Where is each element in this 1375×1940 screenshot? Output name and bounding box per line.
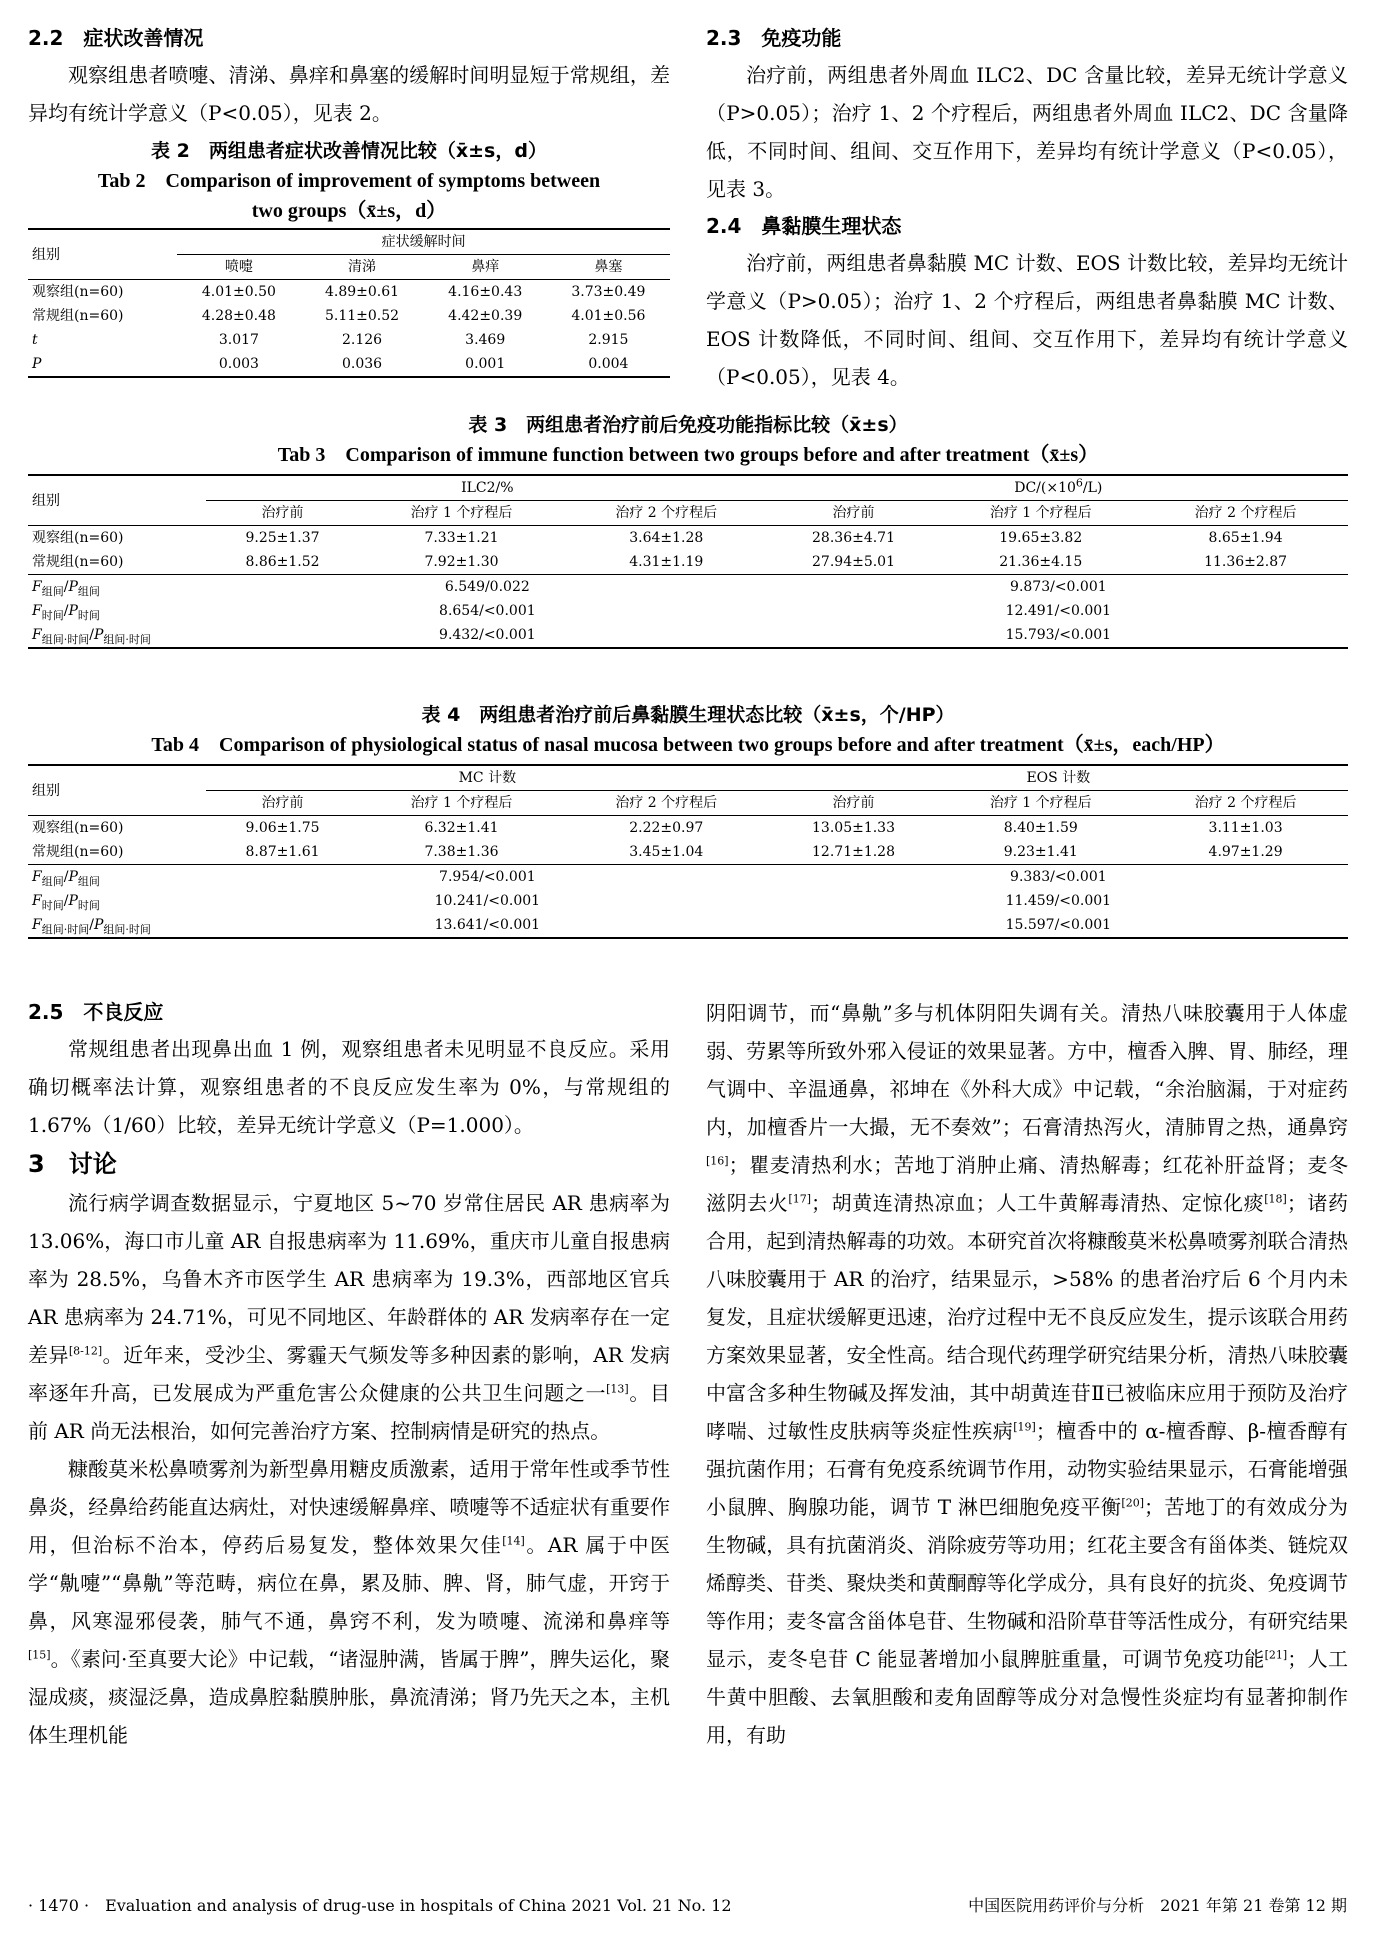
- table3-col-header: 治疗前: [769, 501, 939, 526]
- section-2-5-paragraph: 常规组患者出现鼻出血 1 例，观察组患者未见明显不良反应。采用确切概率法计算，观察组患者的不良反应发生率为 0%，与常规组的 1.67%（1/60）比较，差异无统计学意义（P=1.000）。: [28, 1037, 670, 1137]
- cell: 13.05±1.33: [812, 820, 895, 836]
- cell: 19.65±3.82: [999, 530, 1083, 546]
- footer-left: · 1470 · Evaluation and analysis of drug-use in hospitals of China 2021 Vol. 21 No. 12: [28, 1896, 732, 1915]
- table3-caption-en: Tab 3 Comparison of immune function between two groups before and after treatment（x̄±s）: [277, 444, 1099, 466]
- cell: 0.036: [342, 356, 383, 372]
- section-2-3-paragraph: 治疗前，两组患者外周血 ILC2、DC 含量比较，差异无统计学意义（P>0.05）；治疗 1、2 个疗程后，两组患者外周血 ILC2、DC 含量降低，不同时间、组间、交互作用下，差异均有统计学意义（P<0.05），见表 3。: [706, 63, 1348, 201]
- table3: [28, 474, 1348, 649]
- cell: 12.71±1.28: [812, 844, 895, 860]
- cell: 4.28±0.48: [201, 308, 276, 324]
- cell: 3.11±1.03: [1208, 820, 1283, 836]
- cell: 0.003: [218, 356, 259, 372]
- table3-col-header: 治疗 2 个疗程后: [1143, 501, 1348, 526]
- section-3-heading: 3 讨论: [28, 1150, 117, 1178]
- row-label: t: [32, 332, 38, 348]
- row-label: 常规组(n=60): [32, 554, 124, 570]
- cell: 3.73±0.49: [571, 284, 646, 300]
- row-label: P: [32, 356, 42, 372]
- cell: 4.42±0.39: [448, 308, 523, 324]
- table-row: [28, 865, 1348, 890]
- table2-caption-cn: 表 2 两组患者症状改善情况比较（x̄±s，d）: [151, 140, 547, 162]
- section-2-5-heading: 2.5 不良反应: [28, 1000, 164, 1024]
- table-row: [28, 840, 1348, 865]
- table-row: [28, 352, 670, 377]
- bottom-right-column: [706, 994, 1348, 1754]
- cell: 8.87±1.61: [245, 844, 320, 860]
- cell: 28.36±4.71: [812, 530, 895, 546]
- cell: 4.01±0.50: [201, 284, 276, 300]
- table3-col-header: 治疗 1 个疗程后: [359, 501, 564, 526]
- discussion-paragraph-1: 流行病学调查数据显示，宁夏地区 5~70 岁常住居民 AR 患病率为 13.06%，海口市儿童 AR 自报患病率为 11.69%，重庆市儿童自报患病率为 28.5%，乌鲁木齐市医学生 AR 患病率为 19.3%，西部地区官兵 AR 患病率为 24.71%，可见不同地区、年龄群体的 AR 发病率存在一定差异[8-12]。近年来，受沙尘、雾霾天气频发等多种因素的影响，AR 发病率逐年升高，已发展成为严重危害公众健康的公共卫生问题之一[13]。目前 AR 尚无法根治，如何完善治疗方案、控制病情是研究的热点。: [28, 1191, 671, 1443]
- table4-col-header: 治疗 2 个疗程后: [1143, 791, 1348, 816]
- table4-col-header: 治疗 1 个疗程后: [359, 791, 564, 816]
- stat-label: $F_{组间\cdot 时间}/P_{组间\cdot 时间}$: [32, 917, 151, 936]
- table-row: [28, 599, 1348, 623]
- table-row: [28, 526, 1348, 551]
- table-row: [28, 623, 1348, 648]
- cell: 6.549/0.022: [206, 575, 769, 600]
- table3-col-group: 组别: [28, 475, 206, 526]
- cell: 9.383/<0.001: [769, 865, 1348, 890]
- cell: 13.641/<0.001: [434, 917, 541, 933]
- table4-span-eos: EOS 计数: [769, 765, 1348, 791]
- cell: 7.33±1.21: [424, 530, 499, 546]
- table-row: [28, 328, 670, 352]
- table3-block: [28, 410, 1348, 649]
- table2-col-header: 喷嚏: [177, 255, 300, 280]
- cell: 8.65±1.94: [1208, 530, 1283, 546]
- cell: 9.06±1.75: [245, 820, 320, 836]
- cell: 15.597/<0.001: [1005, 917, 1112, 933]
- top-left-column: [28, 20, 670, 378]
- table-row: [28, 304, 670, 328]
- table4-span-mc: MC 计数: [206, 765, 769, 791]
- cell: 3.64±1.28: [629, 530, 704, 546]
- cell: 21.36±4.15: [999, 554, 1083, 570]
- table4-col-header: 治疗 1 个疗程后: [938, 791, 1143, 816]
- row-label: 观察组(n=60): [32, 284, 124, 300]
- table4-caption-en: Tab 4 Comparison of physiological status of nasal mucosa between two groups before and after treatment（x̄±s，each/HP）: [151, 734, 1225, 756]
- table2-col-header: 鼻塞: [547, 255, 670, 280]
- cell: 12.491/<0.001: [1005, 603, 1112, 619]
- table3-col-header: 治疗 2 个疗程后: [564, 501, 769, 526]
- table-row: [28, 816, 1348, 841]
- cell: 9.25±1.37: [245, 530, 320, 546]
- table3-caption-cn: 表 3 两组患者治疗前后免疫功能指标比较（x̄±s）: [468, 414, 908, 436]
- top-right-column: [706, 20, 1348, 396]
- table2-col-header: 清涕: [300, 255, 423, 280]
- table3-span-dc: $DC/(\times 10^6/L)$: [769, 475, 1348, 501]
- cell: 0.004: [588, 356, 629, 372]
- cell: 4.97±1.29: [1208, 844, 1283, 860]
- table-row: [28, 913, 1348, 938]
- cell: 8.654/<0.001: [439, 603, 536, 619]
- cell: 11.36±2.87: [1204, 554, 1288, 570]
- footer-right: 中国医院用药评价与分析 2021 年第 21 卷第 12 期: [968, 1896, 1347, 1915]
- cell: 8.40±1.59: [1003, 820, 1078, 836]
- table4: [28, 764, 1348, 939]
- table4-block: [28, 700, 1348, 939]
- table2: [28, 228, 670, 378]
- table3-col-header: 治疗前: [206, 501, 359, 526]
- table3-col-header: 治疗 1 个疗程后: [938, 501, 1143, 526]
- stat-label: $F_{组间}/P_{组间}$: [28, 575, 206, 600]
- table-row: [28, 575, 1348, 600]
- discussion-paragraph-3: 阴阳调节，而“鼻鼽”多与机体阴阳失调有关。清热八味胶囊用于人体虚弱、劳累等所致外邪入侵证的效果显著。方中，檀香入脾、胃、肺经，理气调中、辛温通鼻，祁坤在《外科大成》中记载，“余治脑漏，于对症药内，加檀香片一大撮，无不奏效”；石膏清热泻火，清肺胃之热，通鼻窍[16]；瞿麦清热利水；苦地丁消肿止痛、清热解毒；红花补肝益肾；麦冬滋阴去火[17]；胡黄连清热凉血；人工牛黄解毒清热、定惊化痰[18]；诸药合用，起到清热解毒的功效。本研究首次将糠酸莫米松鼻喷雾剂联合清热八味胶囊用于 AR 的治疗，结果显示，>58% 的患者治疗后 6 个月内未复发，且症状缓解更迅速，治疗过程中无不良反应发生，提示该联合用药方案效果显著，安全性高。结合现代药理学研究结果分析，清热八味胶囊中富含多种生物碱及挥发油，其中胡黄连苷Ⅱ已被临床应用于预防及治疗哮喘、过敏性皮肤病等炎症性疾病[19]；檀香中的 α-檀香醇、β-檀香醇有强抗菌作用；石膏有免疫系统调节作用，动物实验结果显示，石膏能增强小鼠脾、胸腺功能，调节 T 淋巴细胞免疫平衡[20]；苦地丁的有效成分为生物碱，具有抗菌消炎、消除疲劳等功用；红花主要含有甾体类、链烷双烯醇类、苷类、聚炔类和黄酮醇等化学成分，具有良好的抗炎、免疫调节等作用；麦冬富含甾体皂苷、生物碱和沿阶草苷等活性成分，有研究结果显示，麦冬皂苷 C 能显著增加小鼠脾脏重量，可调节免疫功能[21]；人工牛黄中胆酸、去氧胆酸和麦角固醇等成分对急慢性炎症均有显著抑制作用，有助: [706, 1001, 1349, 1747]
- section-2-3-heading: 2.3 免疫功能: [706, 26, 842, 50]
- cell: 4.16±0.43: [448, 284, 523, 300]
- section-2-2-paragraph: 观察组患者喷嚏、清涕、鼻痒和鼻塞的缓解时间明显短于常规组，差异均有统计学意义（P<0.05），见表 2。: [28, 63, 670, 125]
- row-label: 常规组(n=60): [32, 844, 124, 860]
- row-label: 常规组(n=60): [32, 308, 124, 324]
- stat-label: $F_{组间\cdot 时间}/P_{组间\cdot 时间}$: [32, 627, 151, 646]
- section-2-4-paragraph: 治疗前，两组患者鼻黏膜 MC 计数、EOS 计数比较，差异均无统计学意义（P>0.05）；治疗 1、2 个疗程后，两组患者鼻黏膜 MC 计数、EOS 计数降低，不同时间、组间、交互作用下，差异均有统计学意义（P<0.05），见表 4。: [706, 251, 1348, 389]
- cell: 7.954/<0.001: [206, 865, 769, 890]
- cell: 3.469: [465, 332, 506, 348]
- table2-caption-en-line1: Tab 2 Comparison of improvement of symptoms between: [97, 170, 601, 192]
- section-2-2-heading: 2.2 症状改善情况: [28, 26, 204, 50]
- table-row: [28, 280, 670, 305]
- table-row: [28, 889, 1348, 913]
- cell: 3.017: [218, 332, 259, 348]
- cell: 4.31±1.19: [629, 554, 704, 570]
- cell: 7.92±1.30: [424, 554, 499, 570]
- row-label: 观察组(n=60): [32, 530, 124, 546]
- table-row: [28, 550, 1348, 575]
- cell: 9.432/<0.001: [439, 627, 536, 643]
- row-label: 观察组(n=60): [32, 820, 124, 836]
- cell: 6.32±1.41: [424, 820, 499, 836]
- cell: 10.241/<0.001: [434, 893, 541, 909]
- cell: 2.915: [588, 332, 629, 348]
- table2-span-header: 症状缓解时间: [177, 229, 670, 255]
- table4-col-header: 治疗 2 个疗程后: [564, 791, 769, 816]
- cell: 4.01±0.56: [571, 308, 646, 324]
- table4-col-group: 组别: [28, 765, 206, 816]
- cell: 8.86±1.52: [245, 554, 320, 570]
- stat-label: $F_{组间}/P_{组间}$: [28, 865, 206, 890]
- cell: 0.001: [465, 356, 506, 372]
- cell: 27.94±5.01: [812, 554, 895, 570]
- cell: 7.38±1.36: [424, 844, 499, 860]
- table4-col-header: 治疗前: [206, 791, 359, 816]
- cell: 15.793/<0.001: [1005, 627, 1112, 643]
- table2-col-header: 鼻痒: [424, 255, 547, 280]
- cell: 5.11±0.52: [325, 308, 400, 324]
- table3-span-ilc2: ILC2/%: [206, 475, 769, 501]
- stat-label: $F_{时间}/P_{时间}$: [32, 893, 100, 912]
- cell: 9.873/<0.001: [769, 575, 1348, 600]
- table4-col-header: 治疗前: [769, 791, 939, 816]
- cell: 4.89±0.61: [325, 284, 400, 300]
- discussion-paragraph-2: 糠酸莫米松鼻喷雾剂为新型鼻用糖皮质激素，适用于常年性或季节性鼻炎，经鼻给药能直达病灶，对快速缓解鼻痒、喷嚏等不适症状有重要作用，但治标不治本，停药后易复发，整体效果欠佳[14]。AR 属于中医学“鼽嚏”“鼻鼽”等范畴，病位在鼻，累及肺、脾、肾，肺气虚，开窍于鼻，风寒湿邪侵袭，肺气不通，鼻窍不利，发为喷嚏、流涕和鼻痒等[15]。《素问·至真要大论》中记载，“诸湿肿满，皆属于脾”，脾失运化，聚湿成痰，痰湿泛鼻，造成鼻腔黏膜肿胀，鼻流清涕；肾乃先天之本，主机体生理机能: [28, 1457, 671, 1747]
- table2-col-group: 组别: [28, 229, 177, 280]
- cell: 9.23±1.41: [1003, 844, 1078, 860]
- section-2-4-heading: 2.4 鼻黏膜生理状态: [706, 214, 902, 238]
- cell: 11.459/<0.001: [1005, 893, 1112, 909]
- table4-caption-cn: 表 4 两组患者治疗前后鼻黏膜生理状态比较（x̄±s，个/HP）: [421, 704, 955, 726]
- stat-label: $F_{时间}/P_{时间}$: [32, 603, 100, 622]
- cell: 2.126: [342, 332, 383, 348]
- table2-caption-en-line2: two groups（x̄±s，d）: [251, 200, 447, 222]
- bottom-left-column: [28, 994, 670, 1754]
- cell: 3.45±1.04: [629, 844, 704, 860]
- cell: 2.22±0.97: [629, 820, 704, 836]
